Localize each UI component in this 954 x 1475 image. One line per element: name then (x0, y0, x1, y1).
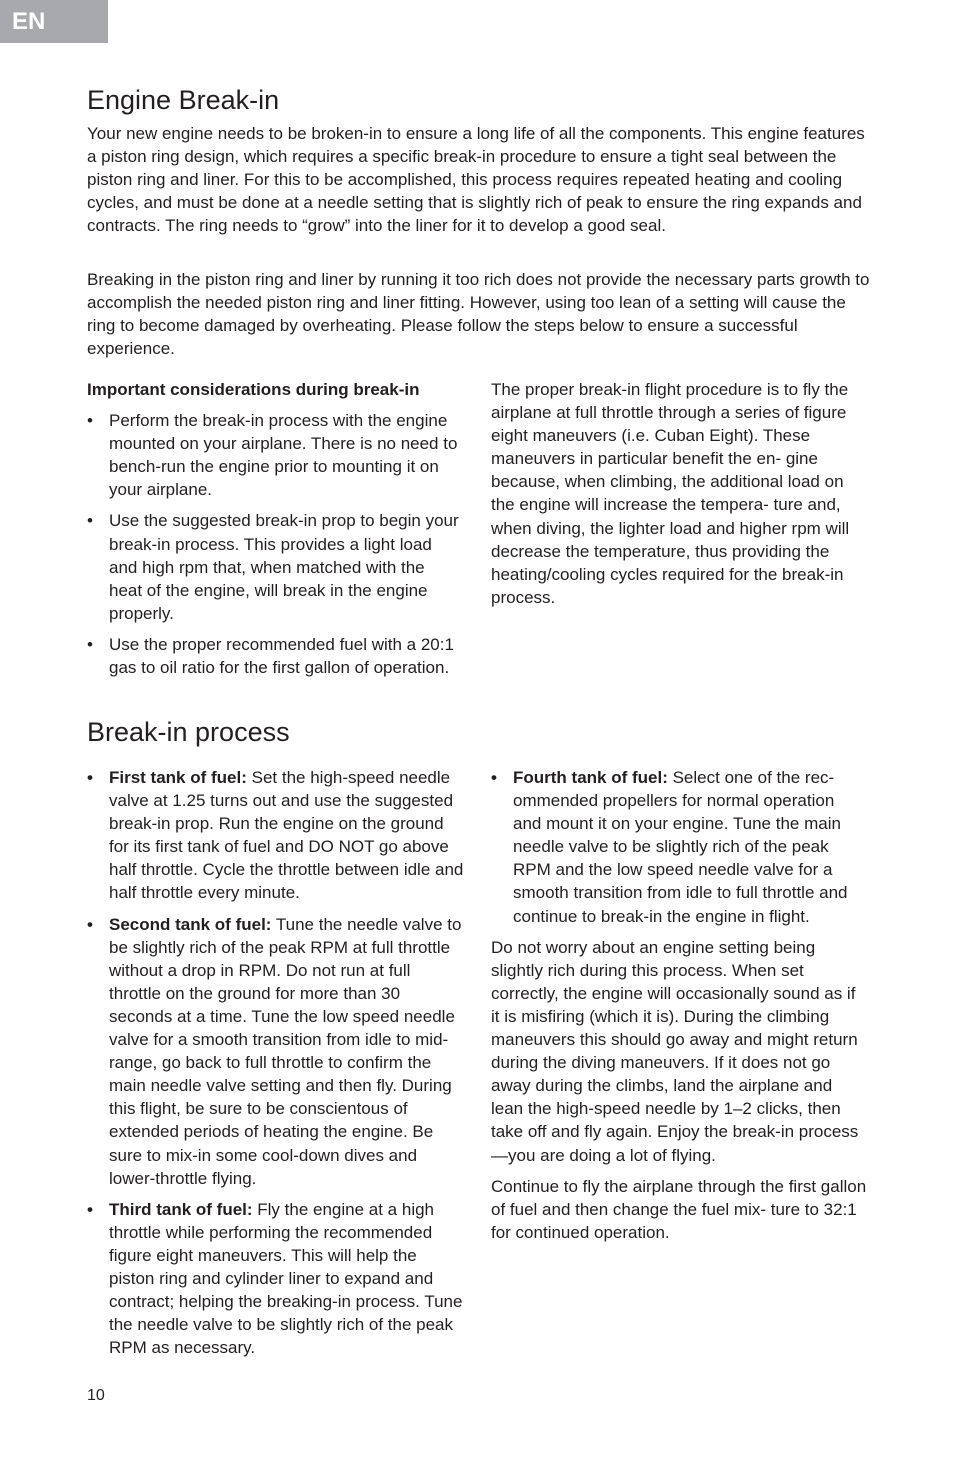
section-title-break-in-process: Break-in process (87, 717, 290, 747)
considerations-column (87, 378, 462, 679)
step-text: Tune the needle valve to be slightly rich of the peak RPM at full throttle without a drop in RPM. Do not run at full throttle on the ground for more than 30 seconds at a time. Tune the low speed needle valve for a smooth transition from idle to mid-range, go back to full throttle to confirm the main needle valve setting and then fly. During this flight, be sure to be conscientous of extended periods of heating the engine. Be sure to mix-in some cool-down dives and lower-throttle flying. (109, 914, 462, 1188)
list-item (87, 1198, 464, 1360)
flight-procedure-paragraph: The proper break-in flight procedure is to fly the airplane at full throttle through a series of figure eight maneuvers (i.e. Cuban Eight). These maneuvers in particular benefit the en- gine because, when climbing, the additional load on the engine will increase the tempera- ture and, when diving, the lighter load and higher rpm will decrease the temperature, thus providing the heating/cooling cycles required for the break-in process. (491, 380, 850, 607)
section-title-engine-break-in: Engine Break-in (87, 85, 280, 115)
considerations-list (87, 409, 462, 679)
list-item: • Perform the break-in process with the engine mounted on your airplane. There is no need to bench-run the engine prior to mounting it on your airplane. (87, 409, 462, 501)
list-item: • Use the suggested break-in prop to begin your break-in process. This provides a light load and high rpm that, when matched with the heat of the engine, will break in the engine properly. (87, 509, 462, 624)
considerations-heading: Important considerations during break-in (87, 380, 420, 399)
misfire-paragraph: Do not worry about an engine setting being slightly rich during this process. When set correctly, the engine will occasionally sound as if it is misfiring (which it is). During the climbing maneuvers this should go away and might return during the diving maneuvers. If it does not go away during the climbs, land the airplane and lean the high-speed needle by 1–2 clicks, then take off and fly again. Enjoy the break-in process—you are doing a lot of flying. (491, 937, 859, 1165)
language-tab: EN (0, 0, 108, 43)
continue-paragraph: Continue to fly the airplane through the first gallon of fuel and then change the fuel mix- ture to 32:1 for continued operation. (491, 1176, 867, 1242)
step-label: Second tank of fuel: (109, 914, 272, 934)
step-label: Third tank of fuel: (109, 1199, 253, 1219)
step-label: First tank of fuel: (109, 768, 247, 787)
break-in-steps-left (87, 766, 464, 1359)
step-label: Fourth tank of fuel: (513, 768, 668, 787)
steps-list (87, 766, 464, 1359)
intro-paragraph: Your new engine needs to be broken-in to ensure a long life of all the components. This engine features a piston ring design, which requires a specific break-in procedure to ensure a tight seal between the piston ring and liner. For this to be accomplished, this process requires repeated heating and cooling cycles, and must be done at a needle setting that is slightly rich of peak to ensure the ring expands and contracts. The ring needs to “grow” into the liner for it to develop a good seal. (87, 124, 865, 236)
step-text: Select one of the rec- ommended propellers for normal operation and mount it on your engine. Tune the main needle valve to be slightly rich of the peak RPM and the low speed needle valve for a smooth transition from idle to full throttle and continue to break-in the engine in flight. (513, 768, 848, 926)
steps-list (491, 766, 867, 928)
step-text: Set the high-speed needle valve at 1.25 turns out and use the suggested break-in prop. Run the engine on the ground for its first tank of fuel and DO NOT go above half throttle. Cycle the throttle between idle and half throttle every minute. (109, 768, 464, 903)
break-in-steps-right (491, 766, 867, 1244)
step-text: Fly the engine at a high throttle while performing the recommended figure eight maneuvers. This will help the piston ring and cylinder liner to expand and contract; helping the breaking-in process. Tune the needle valve to be slightly rich of the peak RPM as necessary. (109, 1199, 463, 1358)
rich-lean-paragraph: Breaking in the piston ring and liner by running it too rich does not provide the necessary parts growth to accomplish the needed piston ring and liner fitting. However, using too lean of a setting will cause the ring to become damaged by overheating. Please follow the steps below to ensure a successful experience. (87, 270, 870, 359)
page-number: 10 (87, 1387, 105, 1404)
list-item (491, 766, 867, 928)
list-item (87, 766, 464, 905)
list-item (87, 913, 464, 1190)
list-item: • Use the proper recommended fuel with a 20:1 gas to oil ratio for the first gallon of operation. (87, 633, 462, 679)
